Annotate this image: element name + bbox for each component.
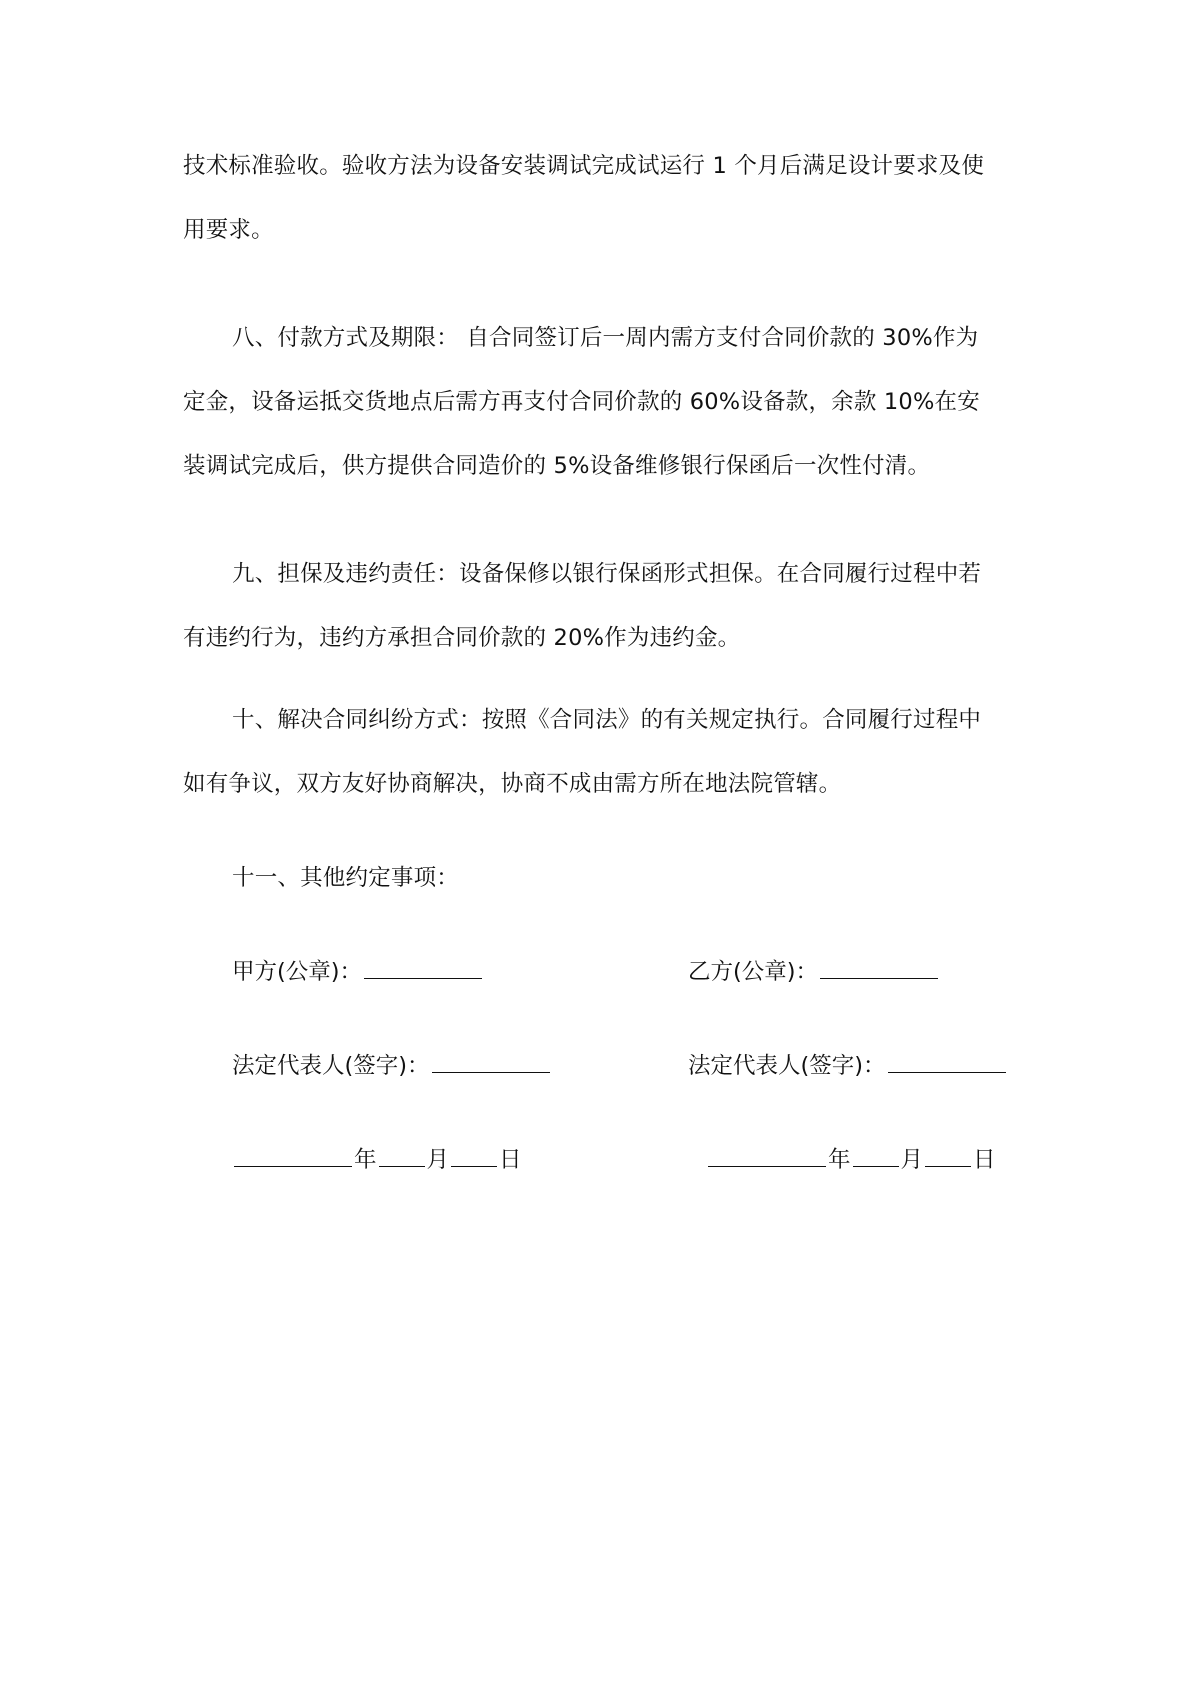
date-b-day-blank[interactable] — [925, 1146, 971, 1167]
rep-a-label: 法定代表人(签字)： — [232, 1053, 430, 1079]
date-a-field — [232, 1146, 522, 1174]
section-9-line: 九、担保及违约责任：设备保修以银行保函形式担保。在合同履行过程中若 — [232, 561, 982, 587]
section-9-line: 有违约行为，违约方承担合同价款的 20%作为违约金。 — [183, 625, 741, 651]
section-11-line: 十一、其他约定事项： — [232, 865, 460, 891]
date-a-day-blank[interactable] — [451, 1146, 497, 1167]
party-a-seal-label: 甲方(公章)： — [232, 959, 363, 985]
year-label: 年 — [828, 1147, 851, 1173]
party-a-seal-field — [232, 958, 484, 986]
date-b-field — [706, 1146, 996, 1174]
rep-b-field — [688, 1052, 1008, 1080]
section-10-line: 如有争议，双方友好协商解决，协商不成由需方所在地法院管辖。 — [183, 771, 842, 797]
date-b-month-blank[interactable] — [853, 1146, 899, 1167]
section-8-line: 定金，设备运抵交货地点后需方再支付合同价款的 60%设备款，余款 10%在安 — [183, 389, 980, 415]
section-8-line: 八、付款方式及期限： 自合同签订后一周内需方支付合同价款的 30%作为 — [232, 325, 979, 351]
party-b-seal-blank[interactable] — [820, 958, 938, 979]
party-b-seal-label: 乙方(公章)： — [688, 959, 819, 985]
section-8-line: 装调试完成后，供方提供合同造价的 5%设备维修银行保函后一次性付清。 — [183, 453, 931, 479]
paragraph-line: 用要求。 — [183, 217, 274, 243]
year-label: 年 — [354, 1147, 377, 1173]
party-a-seal-blank[interactable] — [364, 958, 482, 979]
rep-b-label: 法定代表人(签字)： — [688, 1053, 886, 1079]
date-a-year-blank[interactable] — [234, 1146, 352, 1167]
section-10-line: 十、解决合同纠纷方式：按照《合同法》的有关规定执行。合同履行过程中 — [232, 707, 982, 733]
date-a-month-blank[interactable] — [379, 1146, 425, 1167]
rep-a-field — [232, 1052, 552, 1080]
month-label: 月 — [426, 1147, 450, 1173]
month-label: 月 — [900, 1147, 924, 1173]
rep-a-blank[interactable] — [432, 1052, 550, 1073]
day-label: 日 — [973, 1147, 996, 1173]
party-b-seal-field — [688, 958, 940, 986]
rep-b-blank[interactable] — [888, 1052, 1006, 1073]
paragraph-line: 技术标准验收。验收方法为设备安装调试完成试运行 1 个月后满足设计要求及使 — [183, 153, 985, 179]
date-b-year-blank[interactable] — [708, 1146, 826, 1167]
day-label: 日 — [499, 1147, 522, 1173]
